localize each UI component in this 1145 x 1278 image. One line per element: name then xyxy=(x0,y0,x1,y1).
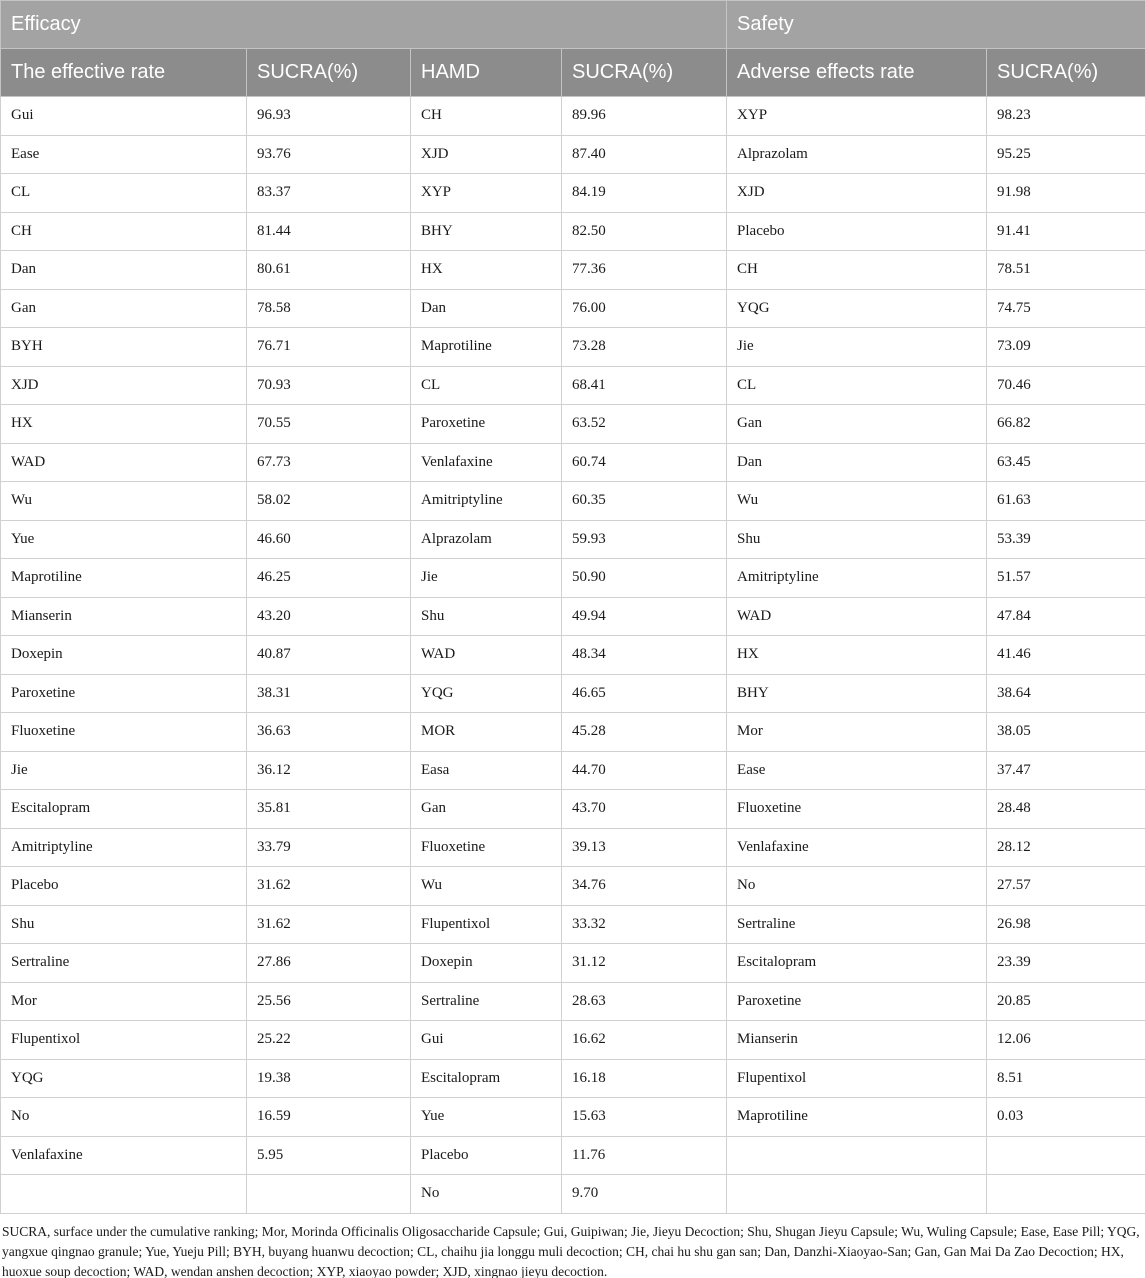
effective-rate-treatment-cell: CL xyxy=(1,174,247,213)
effective-rate-treatment-cell: Amitriptyline xyxy=(1,828,247,867)
table-footnote: SUCRA, surface under the cumulative ranking; Mor, Morinda Officinalis Oligosaccharide Capsule; Gui, Guipiwan; Jie, Jieyu Decoction; Shu, Shugan Jieyu Capsule; Wu, Wuling Capsule; Ease, Ease Pill; YQG, yangxue qingnao granule; Yue, Yueju Pill; BYH, buyang huanwu decoction; CL, chaihu jia longgu muli decoction; CH, chai hu shu gan san; Dan, Danzhi-Xiaoyao-San; Gan, Gan Mai Da Zao Decoction; HX, huoxue soup decoction; WAD, wendan anshen decoction; XYP, xiaoyao powder; XJD, xingnao jieyu decoction. xyxy=(2,1223,1140,1278)
hamd-sucra-cell: 31.12 xyxy=(562,944,727,983)
table-row xyxy=(1,1098,1145,1137)
adverse-treatment-cell: Flupentixol xyxy=(727,1059,987,1098)
table-row xyxy=(1,366,1145,405)
hamd-sucra-cell: 48.34 xyxy=(562,636,727,675)
table-row xyxy=(1,212,1145,251)
adverse-treatment-cell: Placebo xyxy=(727,212,987,251)
effective-rate-treatment-cell: Paroxetine xyxy=(1,674,247,713)
table-row xyxy=(1,751,1145,790)
effective-rate-treatment-cell: Ease xyxy=(1,135,247,174)
effective-rate-treatment-cell xyxy=(1,1175,247,1214)
effective-rate-treatment-cell: BYH xyxy=(1,328,247,367)
effective-rate-treatment-cell: Dan xyxy=(1,251,247,290)
adverse-treatment-cell: Maprotiline xyxy=(727,1098,987,1137)
effective-rate-treatment-cell: Mianserin xyxy=(1,597,247,636)
effective-rate-sucra-cell: 16.59 xyxy=(247,1098,411,1137)
hamd-sucra-cell: 68.41 xyxy=(562,366,727,405)
effective-rate-sucra-cell: 19.38 xyxy=(247,1059,411,1098)
hamd-sucra-cell: 39.13 xyxy=(562,828,727,867)
table-row xyxy=(1,174,1145,213)
adverse-sucra-cell: 95.25 xyxy=(987,135,1145,174)
effective-rate-treatment-cell: Maprotiline xyxy=(1,559,247,598)
adverse-sucra-cell: 91.41 xyxy=(987,212,1145,251)
hamd-treatment-cell: No xyxy=(411,1175,562,1214)
adverse-sucra-cell: 41.46 xyxy=(987,636,1145,675)
hamd-treatment-cell: Gui xyxy=(411,1021,562,1060)
adverse-sucra-cell: 91.98 xyxy=(987,174,1145,213)
effective-rate-sucra-cell: 70.93 xyxy=(247,366,411,405)
column-header-sucra-effective: SUCRA(%) xyxy=(247,49,411,97)
adverse-treatment-cell: Mianserin xyxy=(727,1021,987,1060)
effective-rate-sucra-cell: 5.95 xyxy=(247,1136,411,1175)
table-row xyxy=(1,97,1145,136)
hamd-treatment-cell: Wu xyxy=(411,867,562,906)
hamd-treatment-cell: Flupentixol xyxy=(411,905,562,944)
adverse-sucra-cell: 28.12 xyxy=(987,828,1145,867)
hamd-treatment-cell: Venlafaxine xyxy=(411,443,562,482)
hamd-treatment-cell: Shu xyxy=(411,597,562,636)
adverse-treatment-cell: CL xyxy=(727,366,987,405)
hamd-treatment-cell: Sertraline xyxy=(411,982,562,1021)
table-row xyxy=(1,597,1145,636)
table-row xyxy=(1,443,1145,482)
adverse-treatment-cell xyxy=(727,1175,987,1214)
adverse-sucra-cell: 8.51 xyxy=(987,1059,1145,1098)
hamd-treatment-cell: CH xyxy=(411,97,562,136)
adverse-sucra-cell xyxy=(987,1175,1145,1214)
table-row xyxy=(1,1059,1145,1098)
hamd-treatment-cell: Jie xyxy=(411,559,562,598)
effective-rate-treatment-cell: Shu xyxy=(1,905,247,944)
hamd-sucra-cell: 84.19 xyxy=(562,174,727,213)
hamd-treatment-cell: CL xyxy=(411,366,562,405)
adverse-treatment-cell: Venlafaxine xyxy=(727,828,987,867)
adverse-treatment-cell: Jie xyxy=(727,328,987,367)
effective-rate-treatment-cell: Fluoxetine xyxy=(1,713,247,752)
hamd-sucra-cell: 9.70 xyxy=(562,1175,727,1214)
effective-rate-treatment-cell: YQG xyxy=(1,1059,247,1098)
table-row xyxy=(1,867,1145,906)
adverse-sucra-cell: 26.98 xyxy=(987,905,1145,944)
hamd-sucra-cell: 60.74 xyxy=(562,443,727,482)
effective-rate-sucra-cell: 78.58 xyxy=(247,289,411,328)
effective-rate-sucra-cell: 93.76 xyxy=(247,135,411,174)
adverse-treatment-cell: Dan xyxy=(727,443,987,482)
effective-rate-treatment-cell: No xyxy=(1,1098,247,1137)
hamd-sucra-cell: 16.62 xyxy=(562,1021,727,1060)
column-header-sucra-hamd: SUCRA(%) xyxy=(562,49,727,97)
effective-rate-treatment-cell: Flupentixol xyxy=(1,1021,247,1060)
adverse-sucra-cell: 38.64 xyxy=(987,674,1145,713)
table-row xyxy=(1,482,1145,521)
hamd-sucra-cell: 50.90 xyxy=(562,559,727,598)
hamd-treatment-cell: Fluoxetine xyxy=(411,828,562,867)
hamd-sucra-cell: 82.50 xyxy=(562,212,727,251)
table-row xyxy=(1,520,1145,559)
adverse-sucra-cell: 74.75 xyxy=(987,289,1145,328)
column-header-adverse-effects-rate: Adverse effects rate xyxy=(727,49,987,97)
effective-rate-sucra-cell: 58.02 xyxy=(247,482,411,521)
adverse-sucra-cell: 20.85 xyxy=(987,982,1145,1021)
effective-rate-sucra-cell: 46.25 xyxy=(247,559,411,598)
hamd-treatment-cell: Escitalopram xyxy=(411,1059,562,1098)
hamd-sucra-cell: 87.40 xyxy=(562,135,727,174)
adverse-sucra-cell: 28.48 xyxy=(987,790,1145,829)
adverse-sucra-cell: 27.57 xyxy=(987,867,1145,906)
adverse-treatment-cell: Paroxetine xyxy=(727,982,987,1021)
hamd-sucra-cell: 45.28 xyxy=(562,713,727,752)
effective-rate-sucra-cell: 36.12 xyxy=(247,751,411,790)
effective-rate-treatment-cell: Gui xyxy=(1,97,247,136)
hamd-treatment-cell: Yue xyxy=(411,1098,562,1137)
effective-rate-sucra-cell: 70.55 xyxy=(247,405,411,444)
adverse-sucra-cell: 73.09 xyxy=(987,328,1145,367)
effective-rate-treatment-cell: Jie xyxy=(1,751,247,790)
hamd-treatment-cell: MOR xyxy=(411,713,562,752)
adverse-treatment-cell: HX xyxy=(727,636,987,675)
effective-rate-treatment-cell: Mor xyxy=(1,982,247,1021)
hamd-sucra-cell: 28.63 xyxy=(562,982,727,1021)
hamd-sucra-cell: 76.00 xyxy=(562,289,727,328)
effective-rate-treatment-cell: Venlafaxine xyxy=(1,1136,247,1175)
table-row xyxy=(1,674,1145,713)
hamd-sucra-cell: 60.35 xyxy=(562,482,727,521)
table-row xyxy=(1,944,1145,983)
adverse-sucra-cell: 12.06 xyxy=(987,1021,1145,1060)
hamd-treatment-cell: Dan xyxy=(411,289,562,328)
adverse-treatment-cell: Fluoxetine xyxy=(727,790,987,829)
table-row xyxy=(1,1175,1145,1214)
column-header-effective-rate: The effective rate xyxy=(1,49,247,97)
hamd-sucra-cell: 59.93 xyxy=(562,520,727,559)
hamd-sucra-cell: 89.96 xyxy=(562,97,727,136)
effective-rate-sucra-cell: 83.37 xyxy=(247,174,411,213)
group-header-row xyxy=(1,1,1145,49)
effective-rate-sucra-cell xyxy=(247,1175,411,1214)
effective-rate-sucra-cell: 80.61 xyxy=(247,251,411,290)
adverse-sucra-cell: 51.57 xyxy=(987,559,1145,598)
adverse-treatment-cell: BHY xyxy=(727,674,987,713)
effective-rate-sucra-cell: 76.71 xyxy=(247,328,411,367)
adverse-sucra-cell: 37.47 xyxy=(987,751,1145,790)
adverse-treatment-cell: Sertraline xyxy=(727,905,987,944)
hamd-sucra-cell: 44.70 xyxy=(562,751,727,790)
hamd-sucra-cell: 63.52 xyxy=(562,405,727,444)
effective-rate-treatment-cell: Doxepin xyxy=(1,636,247,675)
hamd-treatment-cell: YQG xyxy=(411,674,562,713)
table-row xyxy=(1,251,1145,290)
hamd-treatment-cell: Doxepin xyxy=(411,944,562,983)
effective-rate-sucra-cell: 25.56 xyxy=(247,982,411,1021)
safety-group-header: Safety xyxy=(727,1,1145,49)
effective-rate-treatment-cell: Sertraline xyxy=(1,944,247,983)
hamd-sucra-cell: 34.76 xyxy=(562,867,727,906)
effective-rate-treatment-cell: Gan xyxy=(1,289,247,328)
effective-rate-treatment-cell: Escitalopram xyxy=(1,790,247,829)
adverse-treatment-cell: No xyxy=(727,867,987,906)
hamd-treatment-cell: XYP xyxy=(411,174,562,213)
hamd-sucra-cell: 15.63 xyxy=(562,1098,727,1137)
table-row xyxy=(1,135,1145,174)
adverse-sucra-cell: 70.46 xyxy=(987,366,1145,405)
effective-rate-treatment-cell: Placebo xyxy=(1,867,247,906)
column-header-sucra-adverse: SUCRA(%) xyxy=(987,49,1145,97)
hamd-treatment-cell: Gan xyxy=(411,790,562,829)
adverse-treatment-cell: CH xyxy=(727,251,987,290)
table-row xyxy=(1,636,1145,675)
effective-rate-sucra-cell: 81.44 xyxy=(247,212,411,251)
table-row xyxy=(1,559,1145,598)
adverse-sucra-cell: 98.23 xyxy=(987,97,1145,136)
effective-rate-sucra-cell: 35.81 xyxy=(247,790,411,829)
effective-rate-treatment-cell: Yue xyxy=(1,520,247,559)
adverse-treatment-cell: Shu xyxy=(727,520,987,559)
table-row xyxy=(1,713,1145,752)
effective-rate-treatment-cell: CH xyxy=(1,212,247,251)
adverse-sucra-cell: 53.39 xyxy=(987,520,1145,559)
hamd-sucra-cell: 46.65 xyxy=(562,674,727,713)
hamd-treatment-cell: Alprazolam xyxy=(411,520,562,559)
adverse-sucra-cell: 66.82 xyxy=(987,405,1145,444)
effective-rate-sucra-cell: 36.63 xyxy=(247,713,411,752)
effective-rate-sucra-cell: 46.60 xyxy=(247,520,411,559)
hamd-treatment-cell: Paroxetine xyxy=(411,405,562,444)
hamd-sucra-cell: 73.28 xyxy=(562,328,727,367)
hamd-sucra-cell: 43.70 xyxy=(562,790,727,829)
effective-rate-sucra-cell: 31.62 xyxy=(247,905,411,944)
table-row xyxy=(1,828,1145,867)
column-header-row xyxy=(1,49,1145,97)
table-row xyxy=(1,1136,1145,1175)
table-row xyxy=(1,328,1145,367)
hamd-sucra-cell: 16.18 xyxy=(562,1059,727,1098)
effective-rate-sucra-cell: 25.22 xyxy=(247,1021,411,1060)
adverse-treatment-cell: Alprazolam xyxy=(727,135,987,174)
adverse-sucra-cell: 38.05 xyxy=(987,713,1145,752)
adverse-treatment-cell: Mor xyxy=(727,713,987,752)
hamd-sucra-cell: 33.32 xyxy=(562,905,727,944)
effective-rate-sucra-cell: 67.73 xyxy=(247,443,411,482)
table-row xyxy=(1,289,1145,328)
hamd-treatment-cell: Easa xyxy=(411,751,562,790)
adverse-sucra-cell: 0.03 xyxy=(987,1098,1145,1137)
table-body xyxy=(1,97,1145,1214)
adverse-sucra-cell: 63.45 xyxy=(987,443,1145,482)
efficacy-group-header: Efficacy xyxy=(1,1,727,49)
table-row xyxy=(1,790,1145,829)
hamd-treatment-cell: BHY xyxy=(411,212,562,251)
adverse-sucra-cell: 78.51 xyxy=(987,251,1145,290)
hamd-treatment-cell: XJD xyxy=(411,135,562,174)
adverse-treatment-cell: XYP xyxy=(727,97,987,136)
adverse-treatment-cell: WAD xyxy=(727,597,987,636)
table-row xyxy=(1,1021,1145,1060)
effective-rate-sucra-cell: 31.62 xyxy=(247,867,411,906)
effective-rate-treatment-cell: XJD xyxy=(1,366,247,405)
hamd-treatment-cell: Maprotiline xyxy=(411,328,562,367)
effective-rate-sucra-cell: 27.86 xyxy=(247,944,411,983)
adverse-sucra-cell: 61.63 xyxy=(987,482,1145,521)
adverse-sucra-cell: 23.39 xyxy=(987,944,1145,983)
hamd-sucra-cell: 77.36 xyxy=(562,251,727,290)
effective-rate-treatment-cell: WAD xyxy=(1,443,247,482)
adverse-treatment-cell: Ease xyxy=(727,751,987,790)
effective-rate-sucra-cell: 38.31 xyxy=(247,674,411,713)
table-row xyxy=(1,982,1145,1021)
effective-rate-treatment-cell: Wu xyxy=(1,482,247,521)
hamd-treatment-cell: HX xyxy=(411,251,562,290)
hamd-sucra-cell: 49.94 xyxy=(562,597,727,636)
table-row xyxy=(1,905,1145,944)
table-row xyxy=(1,405,1145,444)
adverse-treatment-cell: Escitalopram xyxy=(727,944,987,983)
adverse-sucra-cell: 47.84 xyxy=(987,597,1145,636)
adverse-treatment-cell: Gan xyxy=(727,405,987,444)
hamd-sucra-cell: 11.76 xyxy=(562,1136,727,1175)
effective-rate-treatment-cell: HX xyxy=(1,405,247,444)
hamd-treatment-cell: WAD xyxy=(411,636,562,675)
adverse-sucra-cell xyxy=(987,1136,1145,1175)
adverse-treatment-cell: YQG xyxy=(727,289,987,328)
hamd-treatment-cell: Placebo xyxy=(411,1136,562,1175)
effective-rate-sucra-cell: 40.87 xyxy=(247,636,411,675)
adverse-treatment-cell xyxy=(727,1136,987,1175)
adverse-treatment-cell: XJD xyxy=(727,174,987,213)
column-header-hamd: HAMD xyxy=(411,49,562,97)
hamd-treatment-cell: Amitriptyline xyxy=(411,482,562,521)
adverse-treatment-cell: Wu xyxy=(727,482,987,521)
effective-rate-sucra-cell: 96.93 xyxy=(247,97,411,136)
effective-rate-sucra-cell: 43.20 xyxy=(247,597,411,636)
effective-rate-sucra-cell: 33.79 xyxy=(247,828,411,867)
adverse-treatment-cell: Amitriptyline xyxy=(727,559,987,598)
